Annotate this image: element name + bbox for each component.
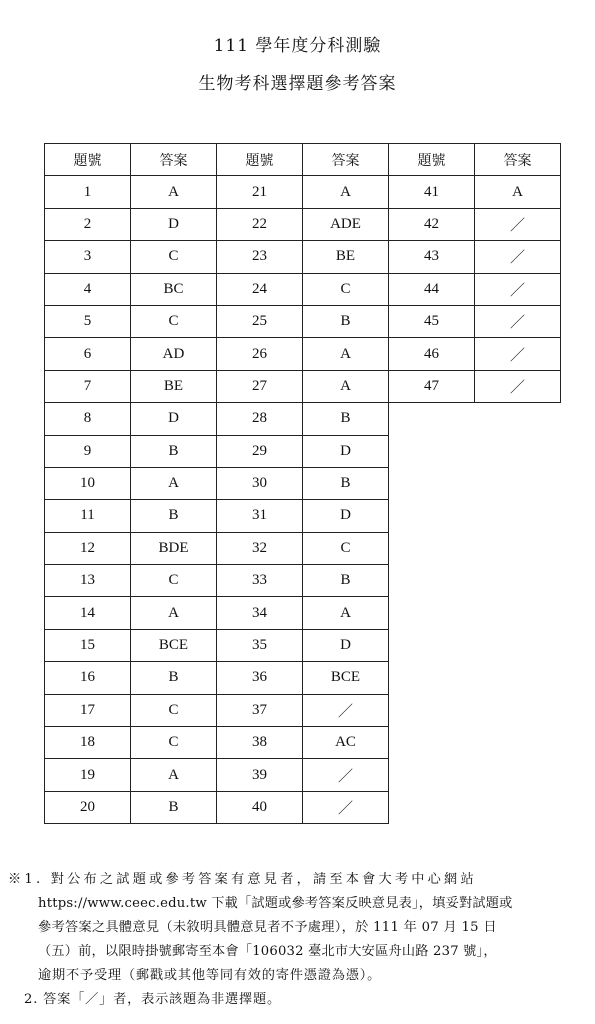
answer-cell: B (303, 565, 389, 597)
empty-cell (389, 629, 475, 661)
empty-cell (475, 532, 561, 564)
answer-cell: ／ (475, 305, 561, 337)
answer-cell: B (131, 791, 217, 823)
answer-cell: D (303, 500, 389, 532)
empty-cell (389, 435, 475, 467)
empty-cell (389, 532, 475, 564)
empty-cell (475, 403, 561, 435)
note-line: 2. 答案「／」者，表示該題為非選擇題。 (24, 992, 281, 1007)
answer-cell: C (131, 241, 217, 273)
empty-cell (475, 629, 561, 661)
question-number-cell: 25 (217, 305, 303, 337)
answer-cell: AC (303, 727, 389, 759)
answer-cell: B (131, 435, 217, 467)
question-number-cell: 17 (45, 694, 131, 726)
question-number-cell: 33 (217, 565, 303, 597)
question-number-cell: 16 (45, 662, 131, 694)
note-line: https://www.ceec.edu.tw 下載「試題或參考答案反映意見表」，填妥對試題或 (38, 896, 513, 911)
table-row (45, 597, 561, 629)
header-question-no: 題號 (389, 144, 475, 176)
header-answer: 答案 (303, 144, 389, 176)
answer-cell: A (131, 759, 217, 791)
question-number-cell: 45 (389, 305, 475, 337)
empty-cell (475, 565, 561, 597)
table-row (45, 565, 561, 597)
question-number-cell: 26 (217, 338, 303, 370)
empty-cell (475, 727, 561, 759)
answer-cell: ／ (303, 759, 389, 791)
answer-cell: D (131, 208, 217, 240)
answer-cell: ／ (475, 273, 561, 305)
question-number-cell: 40 (217, 791, 303, 823)
answer-cell: ／ (475, 370, 561, 402)
table-row (45, 727, 561, 759)
answer-cell: C (131, 694, 217, 726)
question-number-cell: 27 (217, 370, 303, 402)
note-line: 逾期不予受理（郵戳或其他等同有效的寄件憑證為憑）。 (38, 968, 382, 983)
empty-cell (475, 791, 561, 823)
answer-cell: A (131, 467, 217, 499)
empty-cell (389, 565, 475, 597)
question-number-cell: 10 (45, 467, 131, 499)
question-number-cell: 20 (45, 791, 131, 823)
table-row (45, 791, 561, 823)
empty-cell (389, 662, 475, 694)
note-line: 參考答案之具體意見（未敘明具體意見者不予處理），於 111 年 07 月 15 日 (38, 920, 497, 935)
question-number-cell: 4 (45, 273, 131, 305)
table-row (45, 467, 561, 499)
empty-cell (475, 759, 561, 791)
question-number-cell: 31 (217, 500, 303, 532)
question-number-cell: 15 (45, 629, 131, 661)
answer-cell: ／ (303, 694, 389, 726)
table-row (45, 338, 561, 370)
answer-cell: C (131, 565, 217, 597)
answer-cell: C (303, 532, 389, 564)
question-number-cell: 32 (217, 532, 303, 564)
question-number-cell: 38 (217, 727, 303, 759)
answer-cell: ／ (475, 338, 561, 370)
answer-cell: B (303, 403, 389, 435)
header-question-no: 題號 (217, 144, 303, 176)
answer-cell: A (303, 370, 389, 402)
empty-cell (475, 662, 561, 694)
empty-cell (389, 597, 475, 629)
table-row (45, 305, 561, 337)
question-number-cell: 35 (217, 629, 303, 661)
answer-cell: A (475, 176, 561, 208)
answer-cell: BCE (131, 629, 217, 661)
answer-cell: D (131, 403, 217, 435)
header-question-no: 題號 (45, 144, 131, 176)
question-number-cell: 41 (389, 176, 475, 208)
question-number-cell: 8 (45, 403, 131, 435)
answer-cell: B (131, 662, 217, 694)
question-number-cell: 46 (389, 338, 475, 370)
empty-cell (475, 694, 561, 726)
table-row (45, 694, 561, 726)
empty-cell (389, 403, 475, 435)
answer-cell: B (303, 467, 389, 499)
empty-cell (389, 727, 475, 759)
table-row (45, 435, 561, 467)
question-number-cell: 11 (45, 500, 131, 532)
table-row (45, 662, 561, 694)
empty-cell (389, 500, 475, 532)
table-row (45, 273, 561, 305)
question-number-cell: 42 (389, 208, 475, 240)
question-number-cell: 13 (45, 565, 131, 597)
table-row (45, 208, 561, 240)
question-number-cell: 24 (217, 273, 303, 305)
answer-cell: BDE (131, 532, 217, 564)
question-number-cell: 23 (217, 241, 303, 273)
empty-cell (389, 694, 475, 726)
question-number-cell: 34 (217, 597, 303, 629)
question-number-cell: 36 (217, 662, 303, 694)
question-number-cell: 12 (45, 532, 131, 564)
question-number-cell: 30 (217, 467, 303, 499)
question-number-cell: 22 (217, 208, 303, 240)
answer-cell: D (303, 435, 389, 467)
question-number-cell: 6 (45, 338, 131, 370)
question-number-cell: 9 (45, 435, 131, 467)
answer-cell: C (131, 727, 217, 759)
question-number-cell: 18 (45, 727, 131, 759)
table-row (45, 370, 561, 402)
question-number-cell: 37 (217, 694, 303, 726)
table-header-row (45, 144, 561, 176)
header-answer: 答案 (475, 144, 561, 176)
answer-cell: ／ (475, 241, 561, 273)
answer-cell: ／ (475, 208, 561, 240)
question-number-cell: 21 (217, 176, 303, 208)
answer-cell: A (303, 338, 389, 370)
answer-cell: A (303, 176, 389, 208)
question-number-cell: 5 (45, 305, 131, 337)
note-line: （五）前，以限時掛號郵寄至本會「106032 臺北市大安區舟山路 237 號」， (38, 944, 497, 959)
table-row (45, 629, 561, 661)
answer-cell: BE (131, 370, 217, 402)
empty-cell (389, 467, 475, 499)
question-number-cell: 47 (389, 370, 475, 402)
table-row (45, 241, 561, 273)
question-number-cell: 29 (217, 435, 303, 467)
answer-cell: B (131, 500, 217, 532)
answer-cell: BC (131, 273, 217, 305)
answer-cell: D (303, 629, 389, 661)
answer-cell: A (303, 597, 389, 629)
answer-cell: BCE (303, 662, 389, 694)
question-number-cell: 2 (45, 208, 131, 240)
answer-cell: ／ (303, 791, 389, 823)
answer-table (44, 143, 561, 824)
answer-cell: A (131, 176, 217, 208)
answer-cell: AD (131, 338, 217, 370)
question-number-cell: 7 (45, 370, 131, 402)
notes-section (8, 868, 590, 1012)
table-row (45, 403, 561, 435)
table-row (45, 500, 561, 532)
empty-cell (475, 500, 561, 532)
answer-cell: C (303, 273, 389, 305)
table-row (45, 759, 561, 791)
empty-cell (475, 467, 561, 499)
answer-cell: B (303, 305, 389, 337)
answer-cell: BE (303, 241, 389, 273)
answer-cell: ADE (303, 208, 389, 240)
question-number-cell: 28 (217, 403, 303, 435)
answer-cell: A (131, 597, 217, 629)
question-number-cell: 44 (389, 273, 475, 305)
empty-cell (389, 759, 475, 791)
question-number-cell: 14 (45, 597, 131, 629)
question-number-cell: 19 (45, 759, 131, 791)
question-number-cell: 1 (45, 176, 131, 208)
question-number-cell: 43 (389, 241, 475, 273)
question-number-cell: 3 (45, 241, 131, 273)
page-title: 111 學年度分科測驗 (213, 36, 382, 56)
question-number-cell: 39 (217, 759, 303, 791)
empty-cell (475, 597, 561, 629)
table-row (45, 532, 561, 564)
note-line: ※1. 對公布之試題或參考答案有意見者，請至本會大考中心網站 (8, 872, 477, 887)
empty-cell (389, 791, 475, 823)
empty-cell (475, 435, 561, 467)
header-answer: 答案 (131, 144, 217, 176)
table-row (45, 176, 561, 208)
page-subtitle: 生物考科選擇題參考答案 (198, 74, 397, 94)
answer-cell: C (131, 305, 217, 337)
